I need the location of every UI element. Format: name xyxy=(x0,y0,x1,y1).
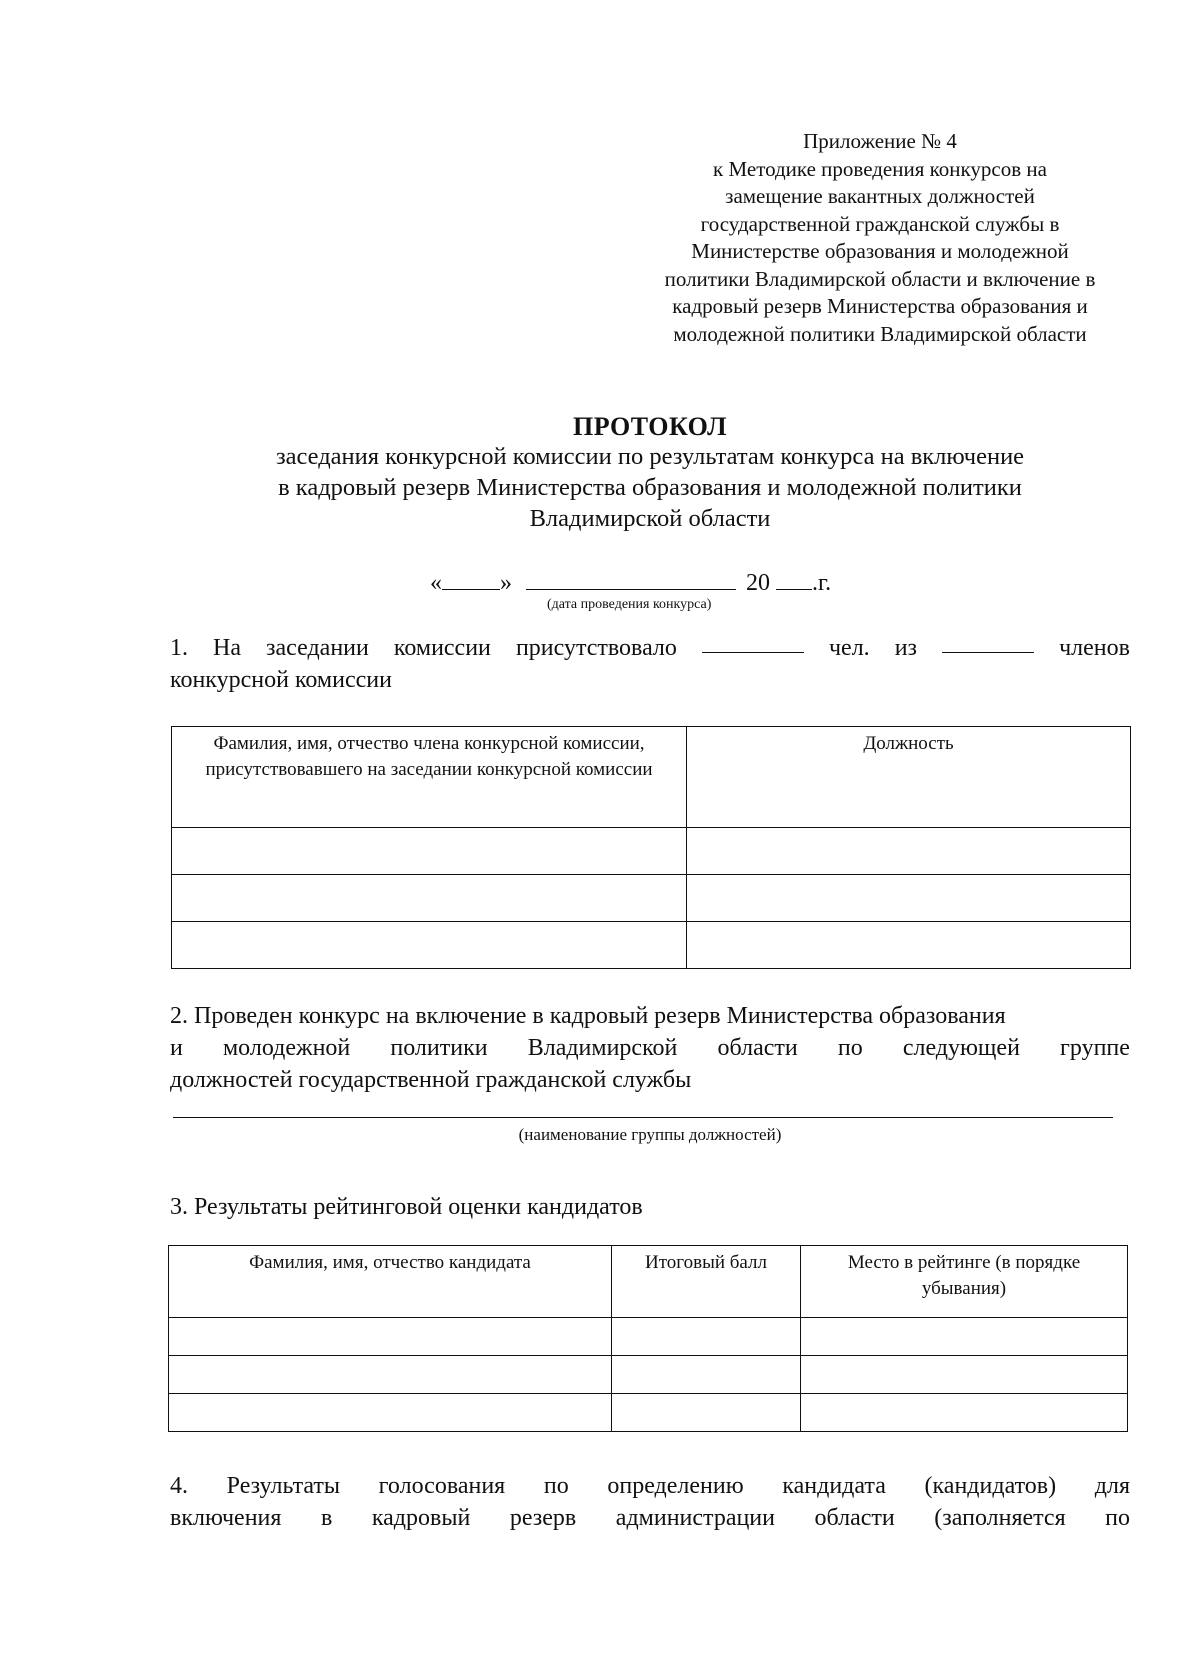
position-group-caption: (наименование группы должностей) xyxy=(518,1125,782,1144)
appendix-line: Министерстве образования и молодежной xyxy=(691,239,1069,263)
appendix-line: государственной гражданской службы в xyxy=(700,211,1060,236)
table-cell[interactable] xyxy=(172,828,687,875)
word: области xyxy=(814,1505,895,1531)
total-score-header: Итоговый балл xyxy=(612,1246,801,1318)
table-row xyxy=(172,875,1131,922)
word: (кандидатов) xyxy=(924,1473,1057,1499)
table-cell[interactable] xyxy=(687,828,1131,875)
word: по xyxy=(543,1473,569,1499)
month-blank[interactable] xyxy=(526,571,736,590)
word: Результаты xyxy=(226,1473,340,1499)
word: кандидата xyxy=(782,1473,886,1499)
date-caption: (дата проведения конкурса) xyxy=(547,597,712,612)
candidates-rating-table xyxy=(168,1245,1128,1432)
word: по xyxy=(837,1035,863,1061)
word: членов xyxy=(1059,635,1130,661)
word: следующей xyxy=(902,1035,1020,1061)
word: чел. xyxy=(828,635,870,661)
section-4-line-1 xyxy=(170,1470,1130,1502)
word: молодежной xyxy=(222,1035,351,1061)
word: На xyxy=(213,635,242,661)
word: (заполняется xyxy=(934,1505,1066,1531)
member-name-header: Фамилия, имя, отчество члена конкурсной комиссии, присутствовавшего на заседании конкурсной комиссии xyxy=(172,727,687,828)
rating-place-header: Место в рейтинге (в порядке убывания) xyxy=(801,1246,1128,1318)
date-open-quote: « xyxy=(430,570,442,596)
commission-members-table xyxy=(171,726,1131,969)
word: из xyxy=(894,635,918,661)
table-row xyxy=(169,1394,1128,1432)
appendix-line: молодежной политики Владимирской области xyxy=(673,321,1087,346)
table-cell[interactable] xyxy=(612,1318,801,1356)
total-count-blank[interactable] xyxy=(942,632,1034,653)
table-cell[interactable] xyxy=(172,922,687,969)
year-blank[interactable] xyxy=(776,571,812,590)
section-3-heading: 3. Результаты рейтинговой оценки кандидатов xyxy=(170,1194,643,1220)
section-4-text xyxy=(170,1470,1130,1534)
table-cell[interactable] xyxy=(612,1394,801,1432)
word: в xyxy=(320,1505,333,1531)
appendix-line: к Методике проведения конкурсов на xyxy=(713,156,1047,181)
word: комиссии xyxy=(393,635,491,661)
table-row xyxy=(169,1318,1128,1356)
table-cell[interactable] xyxy=(801,1394,1128,1432)
appendix-line: Приложение № 4 xyxy=(803,129,957,153)
section-1-text xyxy=(170,632,1130,696)
subtitle-line: Владимирской области xyxy=(529,505,771,532)
subtitle-line: заседания конкурсной комиссии по результатам конкурса на включение xyxy=(275,443,1025,470)
word: и xyxy=(170,1035,183,1061)
word: определению xyxy=(607,1473,744,1499)
word: голосования xyxy=(378,1473,506,1499)
year-prefix: 20 xyxy=(746,570,770,596)
word: присутствовало xyxy=(515,635,677,661)
table-cell[interactable] xyxy=(169,1318,612,1356)
table-cell[interactable] xyxy=(612,1356,801,1394)
word: 1. xyxy=(170,635,188,661)
section-4-line-2 xyxy=(170,1502,1130,1534)
word: включения xyxy=(170,1505,282,1531)
word: администрации xyxy=(615,1505,775,1531)
word: для xyxy=(1094,1473,1130,1499)
document-subtitle xyxy=(0,441,1200,534)
table-row xyxy=(172,828,1131,875)
word: политики xyxy=(390,1035,488,1061)
appendix-line: кадровый резерв Министерства образования и xyxy=(672,294,1088,318)
table-cell[interactable] xyxy=(169,1394,612,1432)
word: группе xyxy=(1060,1035,1130,1061)
present-count-blank[interactable] xyxy=(702,632,804,653)
table-header-row xyxy=(169,1246,1128,1318)
section-1-line-1 xyxy=(170,632,1130,664)
day-blank[interactable] xyxy=(442,571,500,590)
section-2-text xyxy=(170,1000,1130,1096)
appendix-line: политики Владимирской области и включение в xyxy=(664,266,1096,291)
year-suffix: .г. xyxy=(812,570,832,596)
table-row xyxy=(169,1356,1128,1394)
appendix-header xyxy=(620,128,1140,348)
position-group-blank[interactable] xyxy=(173,1117,1113,1118)
section-2-line-3: должностей государственной гражданской службы xyxy=(170,1067,692,1093)
section-2-line-1: 2. Проведен конкурс на включение в кадровый резерв Министерства образования xyxy=(170,1003,1006,1029)
table-cell[interactable] xyxy=(172,875,687,922)
table-cell[interactable] xyxy=(687,875,1131,922)
candidate-name-header: Фамилия, имя, отчество кандидата xyxy=(169,1246,612,1318)
table-cell[interactable] xyxy=(169,1356,612,1394)
date-line xyxy=(430,570,831,597)
word: резерв xyxy=(509,1505,577,1531)
document-title: ПРОТОКОЛ xyxy=(573,412,727,441)
member-position-header: Должность xyxy=(687,727,1131,828)
word: по xyxy=(1105,1505,1130,1531)
table-cell[interactable] xyxy=(801,1356,1128,1394)
word: кадровый xyxy=(371,1505,471,1531)
section-2-line-2 xyxy=(170,1032,1130,1064)
word: Владимирской xyxy=(527,1035,678,1061)
table-cell[interactable] xyxy=(801,1318,1128,1356)
appendix-line: замещение вакантных должностей xyxy=(725,184,1035,208)
word: области xyxy=(717,1035,798,1061)
word: заседании xyxy=(266,635,369,661)
table-header-row xyxy=(172,727,1131,828)
table-cell[interactable] xyxy=(687,922,1131,969)
table-row xyxy=(172,922,1131,969)
word: 4. xyxy=(170,1473,188,1499)
date-close-quote: » xyxy=(500,570,512,596)
subtitle-line: в кадровый резерв Министерства образования и молодежной политики xyxy=(278,474,1022,501)
section-1-line-2: конкурсной комиссии xyxy=(170,667,392,693)
